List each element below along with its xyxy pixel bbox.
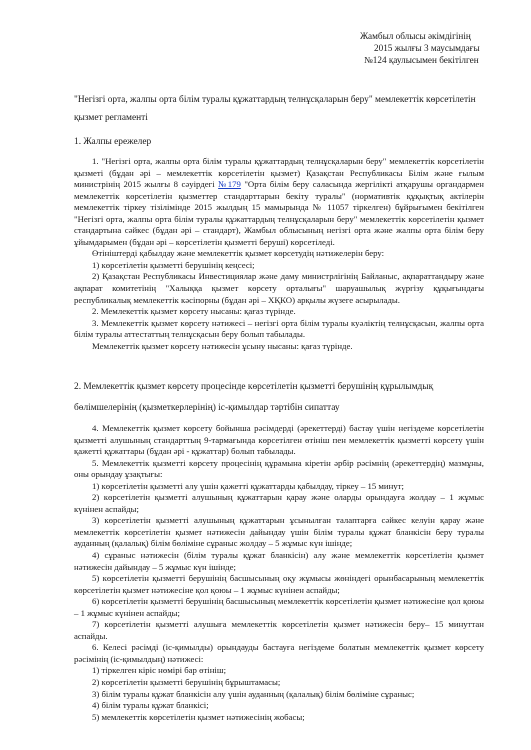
paragraph-s2-9: 7) көрсетілетін қызметті алушыға мемлекеттік көрсетілетін қызмет нәтижесін беру– 15 минуттан аспайды. bbox=[74, 619, 484, 641]
paragraph-6: 3. Мемлекеттік қызмет көрсету нәтижесі – негізгі орта білім туралы куәліктің телнұсқасын, жалпы орта білім туралы аттестаттың телнұсқасын беру болып табылады. bbox=[74, 317, 484, 340]
paragraph-4: 2) Қазақстан Республикасы Инвестициялар және даму министрлігінің Байланыс, ақпараттандыру және ақпарат комитетінің "Халыққа қызмет көрсету орталығы" шаруашылық жүргізу құқығындағы республикалық мемлекеттік кәсіпорны (бұдан әрі – ХҚКО) арқылы жүзеге асырылады. bbox=[74, 271, 484, 305]
order-179-link[interactable]: №179 bbox=[218, 179, 241, 190]
paragraph-s2-12: 2) көрсетілетін қызметті берушінің бұрыштамасы; bbox=[92, 677, 281, 688]
paragraph-7: Мемлекеттік қызмет көрсету нәтижесін ұсыну нысаны: қағаз түрінде. bbox=[92, 340, 353, 351]
paragraph-s2-11: 1) тіркелген кіріс нөмірі бар өтініш; bbox=[92, 665, 227, 676]
paragraph-s2-4: 2) көрсетілетін қызметті алушының құжаттарын қарау және оларды орындауға жолдау – 1 жұмыс күнінен аспайды; bbox=[74, 492, 484, 514]
paragraph-s2-6: 4) сұраныс нәтижесін (білім туралы құжат бланкісін) алу және мемлекеттік көрсетілетін қызмет нәтижесін дайындау – 5 жұмыс күн ішінде; bbox=[74, 550, 484, 572]
paragraph-3: 1) көрсетілетін қызметті берушінің кеңсесі; bbox=[92, 259, 255, 270]
approval-stamp bbox=[360, 30, 520, 66]
paragraph-s2-5: 3) көрсетілетін қызметті алушының құжаттарын ұсынылған талаптарға сәйкес келуін қарау және мемлекеттік көрсетілетін қызмет нәтижесін дайындау үшін білім туралы құжат бланкісін беру туралы ауданның (қалалық) білім бөліміне сұраныс жолдау – 5 жұмыс күн ішінде; bbox=[74, 515, 484, 549]
paragraph-s2-8: 6) көрсетілетін қызметті берушінің басшысының мемлекеттік көрсетілетін қызмет нәтижесіне қол қоюы – 1 жұмыс күнінен аспайды; bbox=[74, 596, 484, 618]
paragraph-s2-7: 5) көрсетілетін қызметті берушінің басшысының оқу жұмысы жөніндегі орынбасарының мемлекеттік көрсетілетін қызмет нәтижесіне қол қоюы – 1 жұмыс күнінен аспайды; bbox=[74, 573, 484, 595]
section-1-heading: 1. Жалпы ережелер bbox=[74, 137, 152, 147]
paragraph-1 bbox=[74, 156, 484, 248]
approval-line-1: Жамбыл облысы әкімдігінің bbox=[360, 31, 471, 41]
paragraph-5: 2. Мемлекеттік қызмет көрсету нысаны: қағаз түрінде. bbox=[92, 306, 296, 317]
paragraph-1-text-b: "Орта білім беру саласында жергілікті атқарушы органдармен мемлекеттік көрсетілетін қызметтер стандарттарын бекіту туралы" (нормативтік құқықтық актілерін мемлекеттік тіркеу тізілімінде 2015 жылдың 15 мамырында № 11057 тіркелген) бұйрығымен бекітілген "Негізгі орта, жалпы орта білім туралы құжаттардың телнұсқаларын беру" мемлекеттік көрсетілетін қызмет стандартына сәйкес (бұдан әрі – стандарт), Жамбыл облысының негізгі орта және жалпы орта білім беру ұйымдарымен (бұдан әрі – көрсетілетін қызметті беруші) көрсетіледі. bbox=[74, 179, 484, 247]
paragraph-s2-3: 1) көрсетілетін қызметті алу үшін қажетті құжаттарды қабылдау, тіркеу – 15 минут; bbox=[92, 480, 404, 491]
section-2-heading-line-2: бөлімшелерінің (қызметкерлерінің) іс-қимылдар тәртібін сипаттау bbox=[74, 403, 340, 413]
paragraph-s2-13: 3) білім туралы құжат бланкісін алу үшін ауданның (қалалық) білім бөліміне сұраныс; bbox=[92, 688, 415, 699]
paragraph-1-text-a: 1. "Негізгі орта, жалпы орта білім туралы құжаттардың телнұсқаларын беру" мемлекеттік көрсетілетін қызметі (бұдан әрі – мемлекеттік көрсетілетін қызмет) Қазақстан Республикасы Білім және ғылым министрінің 2015 жылғы 8 сәуірдегі bbox=[74, 156, 484, 190]
approval-line-2: 2015 жылғы 3 маусымдағы bbox=[374, 43, 480, 53]
paragraph-s2-15: 5) мемлекеттік көрсетілетін қызмет нәтижесінің жобасы; bbox=[92, 711, 305, 722]
approval-line-3: №124 қаулысымен бекітілген bbox=[364, 55, 479, 65]
section-1-body bbox=[74, 156, 484, 352]
paragraph-s2-10: 6. Келесі рәсімді (іс-қимылды) орындауды бастауға негіздеме болатын мемлекеттік қызмет көрсету рәсімінің (іс-қимылдың) нәтижесі: bbox=[74, 642, 484, 664]
paragraph-s2-1: 4. Мемлекеттік қызмет көрсету бойынша рәсімдерді (әрекеттерді) бастау үшін негіздеме көрсетілетін қызметті алушының стандарттың 9-тармағында көрсетілген өтініш пен мемлекеттік қызметті көрсету үшін қажетті құжаттары (бұдан әрі - құжаттар) болып табылады. bbox=[74, 423, 484, 457]
section-2-heading-line-1: 2. Мемлекеттік қызмет көрсету процесінде көрсетілетін қызметті берушінің құрылымдық bbox=[74, 382, 434, 392]
section-2-body bbox=[74, 423, 484, 723]
paragraph-2: Өтініштерді қабылдау және мемлекеттік қызмет көрсетудің нәтижелерін беру: bbox=[92, 248, 385, 259]
paragraph-s2-14: 4) білім туралы құжат бланкісі; bbox=[92, 700, 209, 711]
document-title: "Негізгі орта, жалпы орта білім туралы құжаттардың телнұсқаларын беру" мемлекеттік көрсетілетін қызмет регламенті bbox=[74, 95, 476, 123]
paragraph-s2-2: 5. Мемлекеттік қызметті көрсету процесінің құрамына кіретін әрбір рәсімнің (әрекеттердің) мазмұны, оны орындау ұзақтығы: bbox=[74, 457, 484, 480]
